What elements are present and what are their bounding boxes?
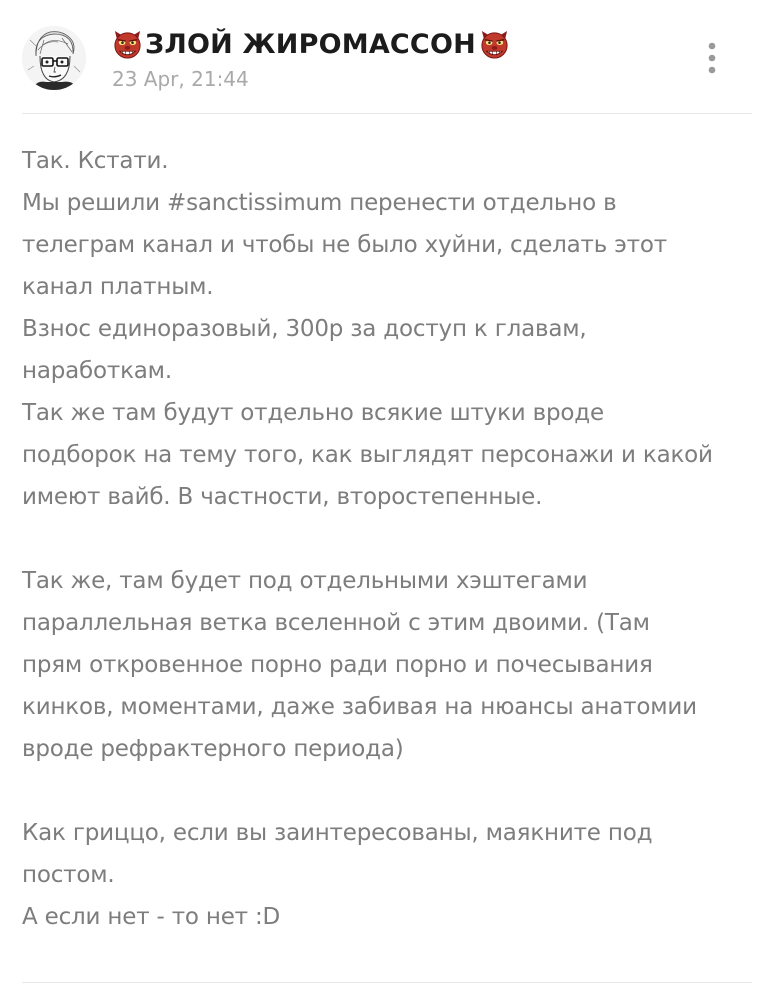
avatar[interactable] bbox=[22, 26, 86, 90]
post-line: Мы решили #sanctissimum перенести отдельно в bbox=[22, 190, 617, 216]
footer-divider bbox=[22, 982, 752, 983]
more-options-button[interactable] bbox=[696, 36, 728, 80]
demon-face-icon bbox=[112, 29, 143, 60]
post-body bbox=[22, 140, 762, 938]
post-line: Так же там будут отдельно всякие штуки вроде bbox=[22, 400, 604, 426]
header-divider bbox=[22, 113, 752, 114]
demon-face-icon bbox=[479, 29, 510, 60]
post-line: прям откровенное порно ради порно и почесывания bbox=[22, 652, 653, 678]
post-timestamp: 23 Apr, 21:44 bbox=[112, 67, 249, 91]
post-line: постом. bbox=[22, 862, 115, 888]
post-line: подборок на тему того, как выглядят персонажи и какой bbox=[22, 442, 713, 468]
post-line: Как гриццо, если вы заинтересованы, маякните под bbox=[22, 820, 653, 846]
post-line bbox=[22, 518, 762, 560]
post-line bbox=[22, 770, 762, 812]
post-line: телеграм канал и чтобы не было хуйни, сделать этот bbox=[22, 232, 667, 258]
post-line: А если нет - то нет :D bbox=[22, 904, 281, 930]
post-line: параллельная ветка вселенной с этим двоими. (Там bbox=[22, 610, 650, 636]
post-line: Так же, там будет под отдельными хэштегами bbox=[22, 568, 588, 594]
post-line: кинков, моментами, даже забивая на нюансы анатомии bbox=[22, 694, 697, 720]
post-line: наработкам. bbox=[22, 358, 172, 384]
post-header bbox=[0, 0, 765, 114]
post-line: вроде рефрактерного периода) bbox=[22, 736, 404, 762]
vertical-ellipsis-icon bbox=[707, 40, 717, 76]
post-line: Так. Кстати. bbox=[22, 148, 169, 174]
author-name: ЗЛОЙ ЖИРОМАССОН bbox=[145, 28, 476, 60]
post-line: канал платным. bbox=[22, 274, 214, 300]
author-name-row[interactable] bbox=[112, 26, 510, 62]
post-line: Взнос единоразовый, 300р за доступ к главам, bbox=[22, 316, 587, 342]
avatar-sketch-icon bbox=[22, 26, 86, 90]
post-line: имеют вайб. В частности, второстепенные. bbox=[22, 484, 543, 510]
